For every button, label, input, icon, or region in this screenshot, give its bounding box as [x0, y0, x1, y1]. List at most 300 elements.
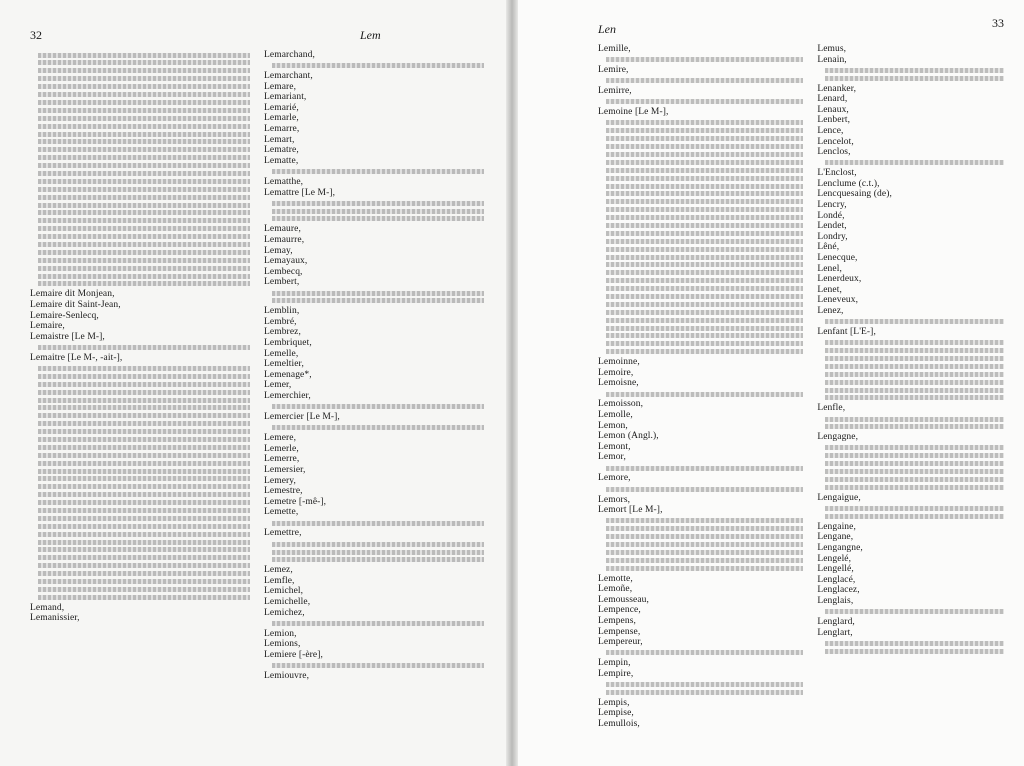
entry-reference-line: [272, 216, 484, 221]
index-entry: [264, 92, 484, 103]
index-entry: [598, 627, 803, 638]
entry-surname: Lemelle,: [264, 348, 299, 359]
entry-surname: Lematte,: [264, 155, 299, 166]
entry-surname: Lendet,: [817, 221, 847, 232]
index-entry: [817, 105, 1004, 116]
index-entry: [817, 564, 1004, 575]
index-entry: [817, 211, 1004, 222]
right-page-header: [598, 16, 1004, 44]
entry-reference-line: [606, 120, 803, 125]
entry-reference-line: [606, 176, 803, 181]
entry-reference-line: [606, 207, 803, 212]
entry-reference-line: [606, 168, 803, 173]
entry-reference-line: [38, 234, 250, 239]
entry-surname: Lengaine,: [817, 521, 856, 532]
entry-reference-line: [606, 341, 803, 346]
entry-reference-line: [38, 571, 250, 576]
index-entry: [264, 412, 484, 423]
index-entry: [264, 135, 484, 146]
index-entry: [598, 399, 803, 410]
entry-surname: Lemattre [Le M-],: [264, 187, 336, 198]
entry-reference-line: [272, 404, 484, 409]
entry-surname: Lengane,: [817, 532, 854, 543]
index-entry: [264, 576, 484, 587]
entry-surname: Lêné,: [817, 242, 840, 253]
entry-surname: Lemerle,: [264, 443, 299, 454]
entry-reference-line: [825, 649, 1004, 654]
index-entry: [817, 493, 1004, 504]
entry-surname: Lemire,: [598, 65, 629, 76]
entry-reference-line: [38, 226, 250, 231]
entry-surname: Lemon (Angl.),: [598, 431, 659, 442]
entry-reference-line: [825, 445, 1004, 450]
entry-reference-line: [38, 595, 250, 600]
index-entry: [264, 433, 484, 444]
entry-reference-line: [38, 132, 250, 137]
entry-surname: Lenez,: [817, 305, 844, 316]
entry-reference-line: [38, 579, 250, 584]
entry-surname: Lematthe,: [264, 176, 304, 187]
entry-reference-line: [272, 298, 484, 303]
entry-surname: Lemez,: [264, 565, 293, 576]
entry-surname: Lemer,: [264, 380, 292, 391]
index-entry: [264, 317, 484, 328]
entry-surname: Lenglard,: [817, 617, 855, 628]
index-entry: [264, 267, 484, 278]
entry-reference-line: [272, 201, 484, 206]
index-entry: [817, 628, 1004, 639]
index-entry: [598, 637, 803, 648]
left-page-columns: [30, 50, 498, 682]
entry-reference-line: [825, 609, 1004, 614]
entry-reference-line: [38, 476, 250, 481]
index-entry: [264, 327, 484, 338]
index-entry: [264, 277, 484, 288]
entry-surname: Lenerdeux,: [817, 274, 862, 285]
entry-reference-line: [38, 242, 250, 247]
index-entry: [264, 256, 484, 267]
entry-surname: Lemaistre [Le M-],: [30, 331, 105, 342]
entry-surname: Lemarchand,: [264, 50, 315, 60]
index-entry: [817, 242, 1004, 253]
entry-surname: Lempin,: [598, 658, 631, 669]
index-entry: [598, 595, 803, 606]
entry-surname: Lemay,: [264, 245, 293, 256]
index-entry: [264, 497, 484, 508]
entry-surname: Lenet,: [817, 284, 842, 295]
index-entry: [264, 476, 484, 487]
entry-reference-line: [825, 461, 1004, 466]
index-entry: [817, 554, 1004, 565]
entry-reference-line: [825, 469, 1004, 474]
entry-reference-line: [38, 281, 250, 286]
entry-reference-line: [38, 139, 250, 144]
entry-reference-line: [606, 466, 803, 471]
index-entry: [598, 357, 803, 368]
entry-reference-line: [38, 563, 250, 568]
entry-reference-line: [606, 152, 803, 157]
entry-reference-line: [38, 532, 250, 537]
entry-surname: Lemolle,: [598, 410, 633, 420]
index-entry: [598, 698, 803, 709]
entry-surname: Lemenage*,: [264, 369, 312, 380]
index-entry: [817, 306, 1004, 317]
index-entry: [817, 575, 1004, 586]
entry-surname: Lenfle,: [817, 403, 846, 414]
index-column: [598, 44, 803, 730]
entry-reference-line: [38, 250, 250, 255]
entry-surname: Lemaurre,: [264, 234, 305, 245]
entry-reference-line: [606, 191, 803, 196]
entry-reference-line: [606, 526, 803, 531]
index-entry: [264, 507, 484, 518]
index-entry: [598, 107, 803, 118]
entry-reference-line: [825, 348, 1004, 353]
entry-reference-line: [606, 333, 803, 338]
entry-reference-line: [606, 57, 803, 62]
entry-surname: Lembriquet,: [264, 338, 312, 349]
index-entry: [817, 264, 1004, 275]
entry-surname: Lenaux,: [817, 104, 849, 115]
entry-reference-line: [38, 516, 250, 521]
entry-surname: Lenel,: [817, 263, 842, 274]
entry-reference-line: [38, 398, 250, 403]
entry-reference-line: [606, 255, 803, 260]
entry-reference-line: [606, 558, 803, 563]
entry-reference-line: [606, 349, 803, 354]
entry-surname: Lenglart,: [817, 627, 853, 638]
entry-reference-line: [38, 195, 250, 200]
entry-surname: Lemichel,: [264, 586, 304, 597]
running-head: Len: [598, 22, 616, 36]
entry-reference-line: [272, 663, 484, 668]
entry-reference-line: [606, 160, 803, 165]
entry-surname: Lemercier [Le M-],: [264, 412, 340, 423]
entry-surname: Lemoñe,: [598, 584, 633, 595]
entry-reference-line: [38, 374, 250, 379]
entry-reference-line: [38, 366, 250, 371]
index-entry: [264, 650, 484, 661]
entry-reference-line: [825, 364, 1004, 369]
entry-surname: Leneveux,: [817, 295, 859, 306]
index-entry: [817, 403, 1004, 414]
entry-reference-line: [272, 425, 484, 430]
entry-surname: Lenglacé,: [817, 574, 856, 585]
entry-surname: Lemery,: [264, 475, 296, 486]
entry-surname: Lemayaux,: [264, 256, 308, 267]
entry-surname: Lempis,: [598, 697, 630, 708]
page-number: 32: [30, 28, 42, 42]
index-entry: [264, 235, 484, 246]
entry-reference-line: [38, 469, 250, 474]
entry-reference-line: [38, 345, 250, 350]
index-entry: [817, 532, 1004, 543]
index-entry: [598, 574, 803, 585]
entry-surname: Lemeltier,: [264, 359, 304, 370]
entry-surname: Lemoire,: [598, 367, 634, 378]
entry-surname: Lemotte,: [598, 573, 633, 584]
entry-reference-line: [606, 136, 803, 141]
entry-surname: Lemoinne,: [598, 357, 640, 368]
entry-reference-line: [38, 453, 250, 458]
entry-surname: Lemoisson,: [598, 399, 644, 410]
entry-surname: Lembrez,: [264, 327, 301, 338]
entry-reference-line: [825, 395, 1004, 400]
entry-reference-line: [38, 60, 250, 65]
entry-reference-line: [38, 155, 250, 160]
entry-surname: Lengelé,: [817, 553, 852, 564]
entry-surname: Lenecque,: [817, 252, 858, 263]
index-entry: [264, 50, 484, 61]
entry-surname: Lempens,: [598, 615, 636, 626]
index-entry: [30, 321, 250, 332]
entry-reference-line: [606, 318, 803, 323]
entry-reference-line: [825, 453, 1004, 458]
entry-reference-line: [606, 302, 803, 307]
index-entry: [264, 188, 484, 199]
index-entry: [598, 378, 803, 389]
index-entry: [30, 353, 250, 364]
entry-surname: Lencquesaing (de),: [817, 189, 892, 200]
index-entry: [598, 410, 803, 421]
entry-reference-line: [825, 68, 1004, 73]
entry-reference-line: [825, 380, 1004, 385]
entry-surname: Lemariant,: [264, 92, 307, 103]
entry-reference-line: [825, 417, 1004, 422]
entry-surname: Lenclos,: [817, 147, 851, 158]
entry-reference-line: [38, 437, 250, 442]
entry-surname: Lemettre,: [264, 528, 302, 539]
index-entry: [817, 522, 1004, 533]
left-page-header: [30, 28, 498, 50]
entry-reference-line: [38, 68, 250, 73]
index-entry: [598, 65, 803, 76]
entry-reference-line: [38, 116, 250, 121]
index-entry: [598, 495, 803, 506]
entry-surname: Lenard,: [817, 94, 848, 105]
entry-reference-line: [38, 524, 250, 529]
index-entry: [598, 452, 803, 463]
entry-surname: Lemand,: [30, 602, 65, 613]
entry-surname: Lemerchier,: [264, 391, 311, 402]
entry-reference-line: [272, 521, 484, 526]
entry-surname: Londé,: [817, 210, 845, 221]
index-entry: [598, 44, 803, 55]
entry-surname: Lembecq,: [264, 266, 303, 277]
index-entry: [817, 617, 1004, 628]
index-entry: [598, 616, 803, 627]
entry-surname: Lemaure,: [264, 224, 301, 235]
index-entry: [598, 669, 803, 680]
entry-reference-line: [38, 390, 250, 395]
index-entry: [264, 359, 484, 370]
entry-surname: Lemoine [Le M-],: [598, 107, 669, 118]
entry-surname: Lemirre,: [598, 86, 632, 97]
index-entry: [264, 349, 484, 360]
entry-reference-line: [825, 319, 1004, 324]
index-entry: [598, 86, 803, 97]
entry-reference-line: [825, 424, 1004, 429]
entry-surname: Lemblin,: [264, 306, 300, 317]
entry-reference-line: [606, 144, 803, 149]
index-entry: [264, 246, 484, 257]
index-entry: [30, 311, 250, 322]
entry-surname: Lence,: [817, 125, 844, 136]
index-entry: [264, 639, 484, 650]
entry-reference-line: [38, 124, 250, 129]
entry-surname: Lemarchant,: [264, 71, 313, 82]
entry-reference-line: [606, 534, 803, 539]
entry-reference-line: [825, 160, 1004, 165]
entry-surname: Lemore,: [598, 473, 631, 484]
entry-surname: Lemichez,: [264, 607, 305, 618]
entry-reference-line: [272, 169, 484, 174]
index-entry: [817, 274, 1004, 285]
entry-reference-line: [38, 84, 250, 89]
index-entry: [817, 285, 1004, 296]
entry-surname: Lemion,: [264, 628, 297, 639]
entry-surname: Lemarre,: [264, 124, 300, 135]
entry-reference-line: [38, 163, 250, 168]
entry-surname: Lemors,: [598, 494, 631, 505]
entry-surname: Lencry,: [817, 199, 847, 210]
entry-surname: Lemor,: [598, 452, 626, 463]
index-entry: [264, 338, 484, 349]
entry-reference-line: [38, 587, 250, 592]
entry-surname: Lemanissier,: [30, 613, 80, 624]
entry-surname: Lembert,: [264, 277, 300, 288]
index-entry: [598, 584, 803, 595]
entry-surname: Lemart,: [264, 134, 295, 145]
entry-reference-line: [38, 100, 250, 105]
index-entry: [817, 200, 1004, 211]
entry-surname: Lempence,: [598, 605, 641, 616]
entry-reference-line: [825, 485, 1004, 490]
entry-reference-line: [606, 270, 803, 275]
entry-reference-line: [606, 247, 803, 252]
entry-reference-line: [606, 566, 803, 571]
entry-surname: Lenclume (c.t.),: [817, 178, 880, 189]
index-entry: [817, 295, 1004, 306]
index-entry: [264, 71, 484, 82]
entry-surname: Lenglacez,: [817, 585, 860, 596]
index-entry: [30, 613, 250, 624]
index-entry: [598, 473, 803, 484]
index-entry: [817, 147, 1004, 158]
index-entry: [598, 505, 803, 516]
index-entry: [817, 55, 1004, 66]
index-entry: [817, 221, 1004, 232]
index-entry: [264, 113, 484, 124]
index-entry: [598, 421, 803, 432]
index-entry: [598, 708, 803, 719]
entry-reference-line: [38, 413, 250, 418]
entry-surname: Lenanker,: [817, 83, 857, 94]
entry-reference-line: [606, 286, 803, 291]
entry-surname: Lempereur,: [598, 637, 643, 648]
entry-reference-line: [606, 215, 803, 220]
entry-surname: Lemont,: [598, 441, 631, 452]
entry-surname: Lemfle,: [264, 575, 295, 586]
entry-surname: Lemullois,: [598, 718, 640, 729]
entry-surname: Lengaigue,: [817, 492, 861, 503]
entry-reference-line: [606, 310, 803, 315]
index-entry: [598, 605, 803, 616]
entry-reference-line: [825, 514, 1004, 519]
right-page: [512, 0, 1024, 766]
entry-reference-line: [606, 487, 803, 492]
index-column: [264, 50, 484, 682]
index-entry: [817, 327, 1004, 338]
index-entry: [817, 596, 1004, 607]
entry-reference-line: [825, 372, 1004, 377]
entry-reference-line: [38, 187, 250, 192]
entry-surname: Lempense,: [598, 626, 641, 637]
index-entry: [817, 179, 1004, 190]
entry-surname: Lemetre [-mê-],: [264, 496, 327, 507]
entry-reference-line: [825, 477, 1004, 482]
entry-reference-line: [38, 547, 250, 552]
index-entry: [598, 719, 803, 730]
entry-surname: Lengagne,: [817, 432, 859, 443]
index-entry: [264, 145, 484, 156]
entry-reference-line: [38, 555, 250, 560]
index-entry: [598, 442, 803, 453]
entry-reference-line: [38, 274, 250, 279]
index-entry: [817, 585, 1004, 596]
entry-reference-line: [606, 128, 803, 133]
entry-reference-line: [38, 171, 250, 176]
entry-reference-line: [272, 550, 484, 555]
index-entry: [817, 84, 1004, 95]
entry-surname: Lemon,: [598, 420, 628, 431]
entry-reference-line: [272, 63, 484, 68]
entry-reference-line: [38, 147, 250, 152]
entry-reference-line: [606, 262, 803, 267]
entry-surname: Lemaitre [Le M-, -ait-],: [30, 352, 123, 363]
entry-surname: Lemarle,: [264, 113, 299, 124]
index-entry: [264, 370, 484, 381]
entry-reference-line: [606, 682, 803, 687]
index-entry: [817, 115, 1004, 126]
index-entry: [817, 137, 1004, 148]
index-entry: [264, 586, 484, 597]
entry-reference-line: [38, 492, 250, 497]
entry-reference-line: [38, 508, 250, 513]
index-entry: [264, 103, 484, 114]
index-entry: [30, 603, 250, 614]
entry-reference-line: [272, 621, 484, 626]
entry-surname: Lemichelle,: [264, 597, 311, 608]
entry-surname: Lemions,: [264, 639, 301, 650]
entry-surname: Lemaire,: [30, 321, 65, 332]
entry-reference-line: [825, 340, 1004, 345]
entry-surname: Lencelot,: [817, 136, 854, 147]
index-entry: [264, 597, 484, 608]
entry-reference-line: [825, 356, 1004, 361]
entry-surname: Lenbert,: [817, 115, 851, 126]
index-entry: [817, 44, 1004, 55]
entry-surname: L'Enclost,: [817, 168, 857, 179]
index-entry: [817, 168, 1004, 179]
entry-reference-line: [38, 266, 250, 271]
index-entry: [598, 431, 803, 442]
entry-reference-line: [606, 199, 803, 204]
entry-reference-line: [606, 550, 803, 555]
entry-reference-line: [38, 258, 250, 263]
entry-reference-line: [606, 326, 803, 331]
entry-reference-line: [38, 108, 250, 113]
